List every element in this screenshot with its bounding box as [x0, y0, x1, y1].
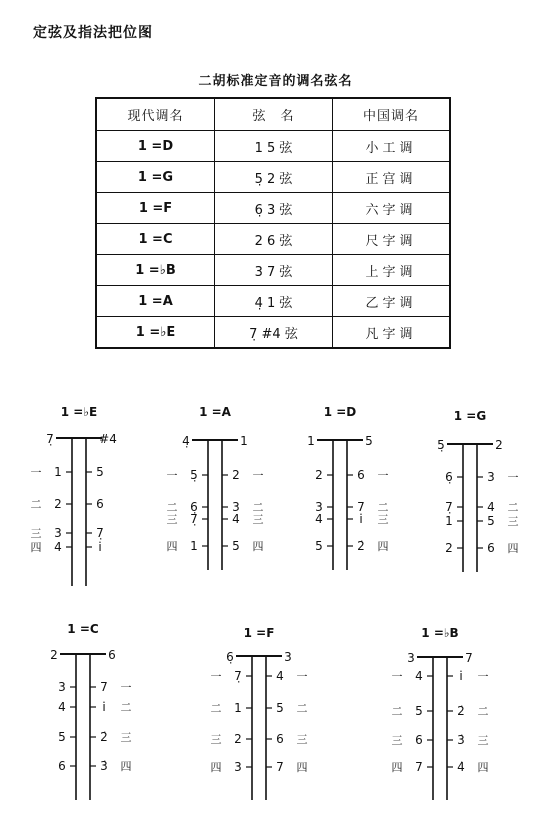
finger-label: 二	[477, 705, 489, 718]
inner-note: 3	[58, 680, 66, 694]
outer-note: 6	[487, 541, 495, 555]
chinese-key-cell: 正宫调	[333, 162, 451, 193]
finger-label: 一	[477, 670, 489, 683]
diagram-title: 1 =A	[199, 405, 231, 419]
finger-label: 二	[377, 501, 389, 514]
finger-label: 三	[391, 734, 403, 747]
outer-note: 3	[487, 470, 495, 484]
open-inner-note: 4̣	[182, 434, 190, 448]
outer-note: 4	[487, 500, 495, 514]
outer-note: 6	[357, 468, 365, 482]
string-names-cell: 1 5 弦	[215, 131, 333, 162]
outer-note: 2̇	[357, 539, 365, 553]
modern-key-cell: 1 =F	[96, 193, 215, 224]
outer-note: 5	[96, 465, 104, 479]
outer-note: 5	[276, 701, 284, 715]
inner-note: 1	[190, 539, 198, 553]
open-outer-note: 5	[365, 434, 373, 448]
inner-note: 5	[415, 704, 423, 718]
open-inner-note: 5̣	[437, 438, 445, 452]
inner-note: 5	[315, 539, 323, 553]
inner-note: 4	[415, 669, 423, 683]
chinese-key-cell: 凡字调	[333, 317, 451, 349]
outer-note: 2̇	[457, 704, 465, 718]
header-string-names: 弦 名	[215, 98, 333, 131]
inner-note: 5	[58, 730, 66, 744]
inner-note: 6	[58, 759, 66, 773]
chinese-key-cell: 小工调	[333, 131, 451, 162]
inner-note: 2	[234, 732, 242, 746]
finger-label: 一	[296, 670, 308, 683]
inner-note: 3	[54, 526, 62, 540]
finger-label: 二	[166, 501, 178, 514]
inner-note: 5̣	[190, 468, 198, 482]
diagram-title: 1 =♭E	[60, 405, 98, 419]
outer-note: 2	[232, 468, 240, 482]
open-inner-note: 1	[307, 434, 315, 448]
finger-label: 二	[120, 701, 132, 714]
outer-note: 3̇	[100, 759, 108, 773]
inner-note: 7̣	[190, 512, 198, 526]
modern-key-cell: 1 =D	[96, 131, 215, 162]
inner-note: 1	[234, 701, 242, 715]
outer-note: 6	[96, 497, 104, 511]
finger-label: 四	[391, 761, 403, 774]
outer-note: i̇	[459, 669, 463, 683]
outer-note: 7	[357, 500, 365, 514]
finger-label: 一	[210, 670, 222, 683]
open-inner-note: 3	[407, 651, 415, 665]
page-title: 定弦及指法把位图	[33, 25, 153, 41]
finger-label: 四	[166, 540, 178, 553]
finger-label: 一	[120, 681, 132, 694]
modern-key-cell: 1 =A	[96, 286, 215, 317]
chinese-key-cell: 乙字调	[333, 286, 451, 317]
outer-note: i̇	[102, 700, 106, 714]
outer-note: 2̇	[100, 730, 108, 744]
inner-note: 7	[415, 760, 423, 774]
finger-label: 三	[477, 734, 489, 747]
modern-key-cell: 1 =♭B	[96, 255, 215, 286]
inner-note: 4	[54, 540, 62, 554]
finger-label: 二	[391, 705, 403, 718]
diagram-title: 1 =F	[243, 626, 275, 640]
diagram-title: 1 =G	[453, 409, 487, 423]
open-outer-note: 6	[108, 648, 116, 662]
string-names-cell: 4̣ 1 弦	[215, 286, 333, 317]
inner-note: 6̣	[445, 470, 453, 484]
outer-note: 7	[100, 680, 108, 694]
inner-note: 2	[54, 497, 62, 511]
open-outer-note: 2	[495, 438, 503, 452]
finger-label: 四	[507, 542, 519, 555]
string-names-cell: 7̣ #4 弦	[215, 317, 333, 349]
chinese-key-cell: 六字调	[333, 193, 451, 224]
outer-note: 3	[232, 500, 240, 514]
outer-note: 4	[232, 512, 240, 526]
header-modern-key: 现代调名	[96, 98, 215, 131]
finger-label: 二	[252, 501, 264, 514]
finger-label: 四	[30, 541, 42, 554]
header-chinese-key: 中国调名	[333, 98, 451, 131]
open-outer-note: 3	[284, 650, 292, 664]
chinese-key-cell: 上字调	[333, 255, 451, 286]
outer-note: 4	[276, 669, 284, 683]
finger-label: 三	[252, 513, 264, 526]
string-names-cell: 6̣ 3 弦	[215, 193, 333, 224]
outer-note: 6	[276, 732, 284, 746]
open-outer-note: #4	[99, 432, 117, 446]
table-title: 二胡标准定音的调名弦名	[198, 74, 353, 89]
string-names-cell: 3 7 弦	[215, 255, 333, 286]
modern-key-cell: 1 =♭E	[96, 317, 215, 349]
finger-label: 一	[391, 670, 403, 683]
finger-label: 三	[120, 731, 132, 744]
inner-note: 4	[315, 512, 323, 526]
open-outer-note: 1	[240, 434, 248, 448]
diagram-title: 1 =C	[67, 622, 99, 636]
inner-note: 3	[234, 760, 242, 774]
inner-note: 1	[445, 514, 453, 528]
string-names-cell: 5̣ 2 弦	[215, 162, 333, 193]
finger-label: 四	[252, 540, 264, 553]
open-outer-note: 7	[465, 651, 473, 665]
open-inner-note: 2	[50, 648, 58, 662]
outer-note: 5	[487, 514, 495, 528]
finger-label: 二	[210, 702, 222, 715]
finger-label: 三	[377, 513, 389, 526]
finger-label: 四	[210, 761, 222, 774]
modern-key-cell: 1 =C	[96, 224, 215, 255]
inner-note: 4	[58, 700, 66, 714]
finger-label: 一	[166, 469, 178, 482]
string-names-cell: 2 6 弦	[215, 224, 333, 255]
diagram-title: 1 =♭B	[421, 626, 459, 640]
inner-note: 2	[445, 541, 453, 555]
diagram-title: 1 =D	[323, 405, 357, 419]
open-inner-note: 6̣	[226, 650, 234, 664]
finger-label: 一	[507, 471, 519, 484]
chinese-key-cell: 尺字调	[333, 224, 451, 255]
finger-label: 四	[377, 540, 389, 553]
outer-note: 3̇	[457, 733, 465, 747]
finger-label: 二	[296, 702, 308, 715]
finger-label: 一	[252, 469, 264, 482]
outer-note: 7	[276, 760, 284, 774]
inner-note: 3	[315, 500, 323, 514]
modern-key-cell: 1 =G	[96, 162, 215, 193]
finger-label: 三	[507, 515, 519, 528]
outer-note: 7̣	[96, 526, 104, 540]
finger-label: 二	[507, 501, 519, 514]
finger-label: 三	[296, 733, 308, 746]
finger-label: 三	[210, 733, 222, 746]
inner-note: 1	[54, 465, 62, 479]
outer-note: 5	[232, 539, 240, 553]
finger-label: 二	[30, 498, 42, 511]
finger-label: 一	[377, 469, 389, 482]
inner-note: 2	[315, 468, 323, 482]
inner-note: 7̣	[234, 669, 242, 683]
finger-label: 四	[120, 760, 132, 773]
finger-label: 三	[30, 527, 42, 540]
inner-note: 7̣	[445, 500, 453, 514]
open-inner-note: 7̣	[46, 432, 54, 446]
inner-note: 6	[415, 733, 423, 747]
finger-label: 三	[166, 513, 178, 526]
inner-note: 6̣	[190, 500, 198, 514]
outer-note: 4̇	[457, 760, 465, 774]
finger-label: 四	[296, 761, 308, 774]
outer-note: i̇	[98, 540, 102, 554]
outer-note: i̇	[359, 512, 363, 526]
finger-label: 四	[477, 761, 489, 774]
finger-label: 一	[30, 466, 42, 479]
